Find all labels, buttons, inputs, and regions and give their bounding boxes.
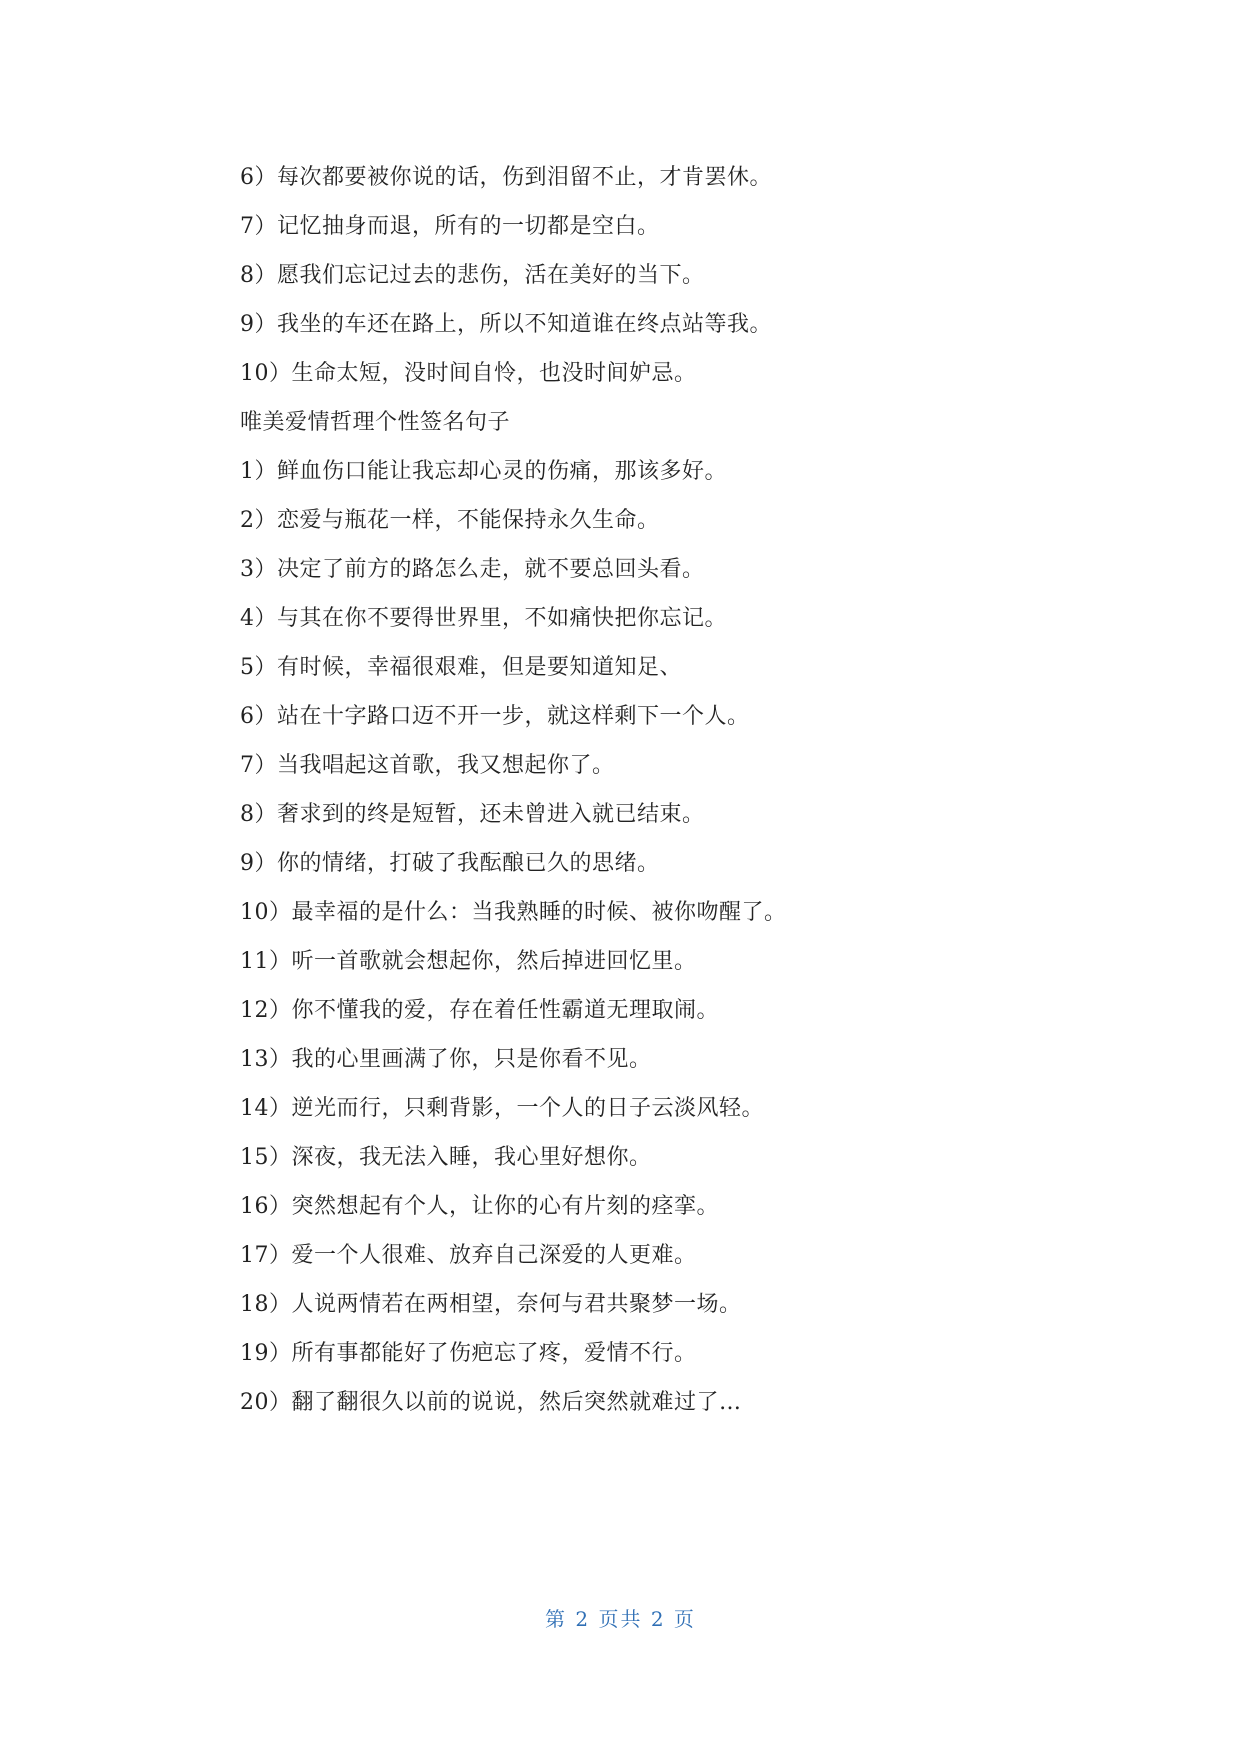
list-item: 17）爱一个人很难、放弃自己深爱的人更难。: [240, 1243, 697, 1268]
list-item: 15）深夜，我无法入睡，我心里好想你。: [240, 1145, 652, 1170]
list-item: 10）生命太短，没时间自怜，也没时间妒忌。: [240, 361, 697, 386]
section-heading: 唯美爱情哲理个性签名句子: [240, 410, 511, 435]
list-item: 5）有时候，幸福很艰难，但是要知道知足、: [240, 655, 682, 680]
list-item: 3）决定了前方的路怎么走，就不要总回头看。: [240, 557, 705, 582]
list-item: 4）与其在你不要得世界里，不如痛快把你忘记。: [240, 606, 727, 631]
list-item: 8）愿我们忘记过去的悲伤，活在美好的当下。: [240, 263, 705, 288]
list-item: 16）突然想起有个人，让你的心有片刻的痉挛。: [240, 1194, 719, 1219]
list-item: 10）最幸福的是什么：当我熟睡的时候、被你吻醒了。: [240, 900, 787, 925]
list-item: 12）你不懂我的爱，存在着任性霸道无理取闹。: [240, 998, 719, 1023]
page-number-footer: 第 2 页共 2 页: [545, 1607, 696, 1631]
list-item: 11）听一首歌就会想起你，然后掉进回忆里。: [240, 949, 697, 974]
list-item: 14）逆光而行，只剩背影，一个人的日子云淡风轻。: [240, 1096, 764, 1121]
list-item: 6）站在十字路口迈不开一步，就这样剩下一个人。: [240, 704, 750, 729]
list-item: 8）奢求到的终是短暂，还未曾进入就已结束。: [240, 802, 705, 827]
list-item: 18）人说两情若在两相望，奈何与君共聚梦一场。: [240, 1292, 742, 1317]
list-item: 7）记忆抽身而退，所有的一切都是空白。: [240, 214, 660, 239]
document-body: [240, 153, 1060, 1427]
list-item: 7）当我唱起这首歌，我又想起你了。: [240, 753, 615, 778]
list-item: 2）恋爱与瓶花一样，不能保持永久生命。: [240, 508, 660, 533]
list-item: 9）你的情绪，打破了我酝酿已久的思绪。: [240, 851, 660, 876]
list-item: 13）我的心里画满了你，只是你看不见。: [240, 1047, 652, 1072]
list-item: 19）所有事都能好了伤疤忘了疼，爱情不行。: [240, 1341, 697, 1366]
list-item: 20）翻了翻很久以前的说说，然后突然就难过了…: [240, 1390, 742, 1415]
list-item: 1）鲜血伤口能让我忘却心灵的伤痛，那该多好。: [240, 459, 727, 484]
list-item: 6）每次都要被你说的话，伤到泪留不止，才肯罢休。: [240, 165, 772, 190]
list-item: 9）我坐的车还在路上，所以不知道谁在终点站等我。: [240, 312, 772, 337]
